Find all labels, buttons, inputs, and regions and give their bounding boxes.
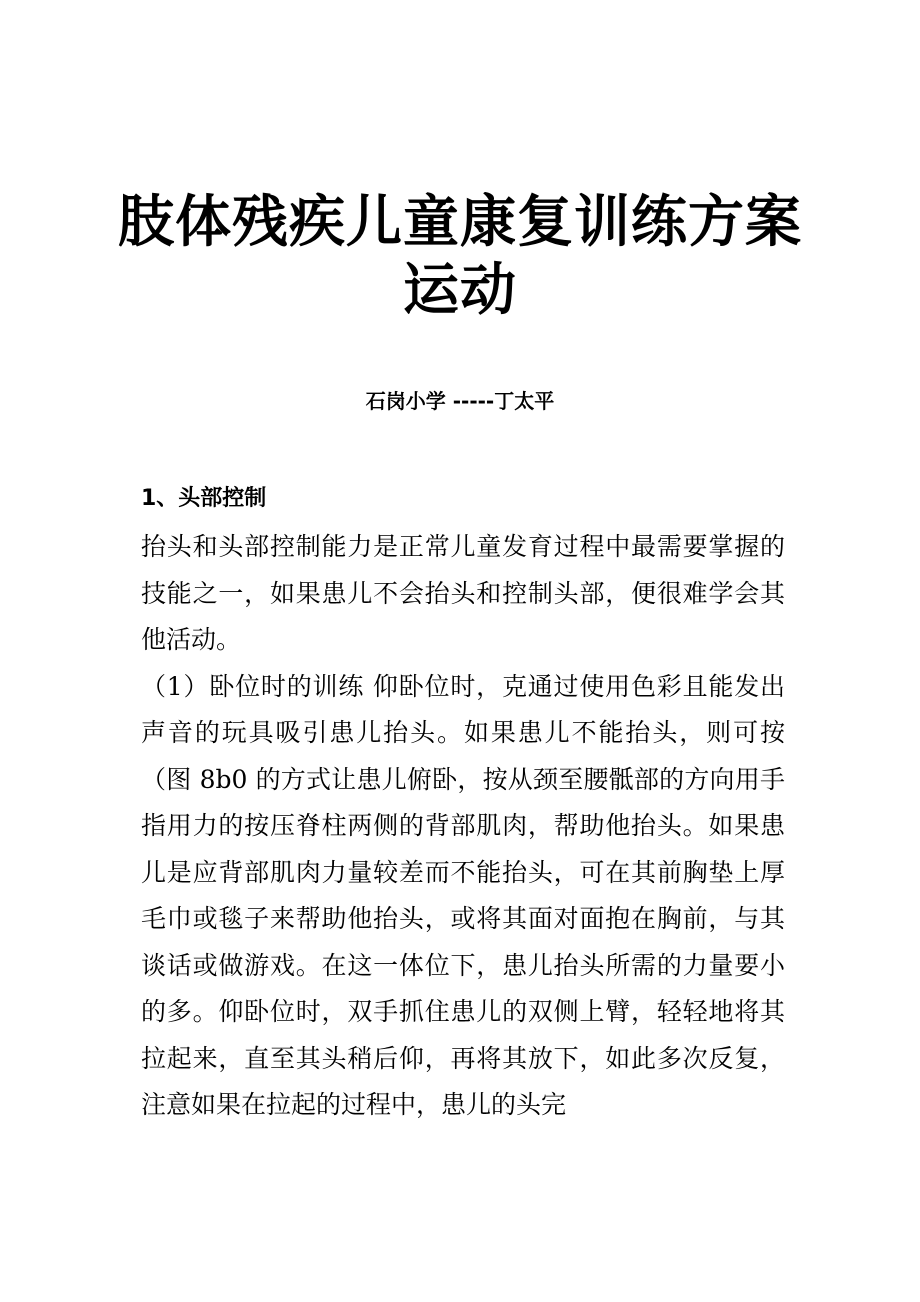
paragraph-intro: 抬头和头部控制能力是正常儿童发育过程中最需要掌握的技能之一，如果患儿不会抬头和控制头部，便很难学会其他活动。 <box>141 532 785 654</box>
author-line: 石岗小学 -----丁太平 <box>365 389 555 413</box>
paragraph-lying-training: （1）卧位时的训练 仰卧位时，克通过使用色彩且能发出声音的玩具吸引患儿抬头。如果患儿不能抬头，则可按（图 8b0 的方式让患儿俯卧，按从颈至腰骶部的方向用手指用力的按压脊柱两侧的背部肌肉，帮助他抬头。如果患儿是应背部肌肉力量较差而不能抬头，可在其前胸垫上厚毛巾或毯子来帮助他抬头，或将其面对面抱在胸前，与其谈话或做游戏。在这一体位下，患儿抬头所需的力量要小的多。仰卧位时，双手抓住患儿的双侧上臂，轻轻地将其拉起来，直至其头稍后仰，再将其放下，如此多次反复，注意如果在拉起的过程中，患儿的头完 <box>141 671 785 1119</box>
document-title: 肢体残疾儿童康复训练方案运动 <box>118 189 802 323</box>
body-text <box>141 524 785 1129</box>
section-heading: 1、头部控制 <box>141 486 267 511</box>
